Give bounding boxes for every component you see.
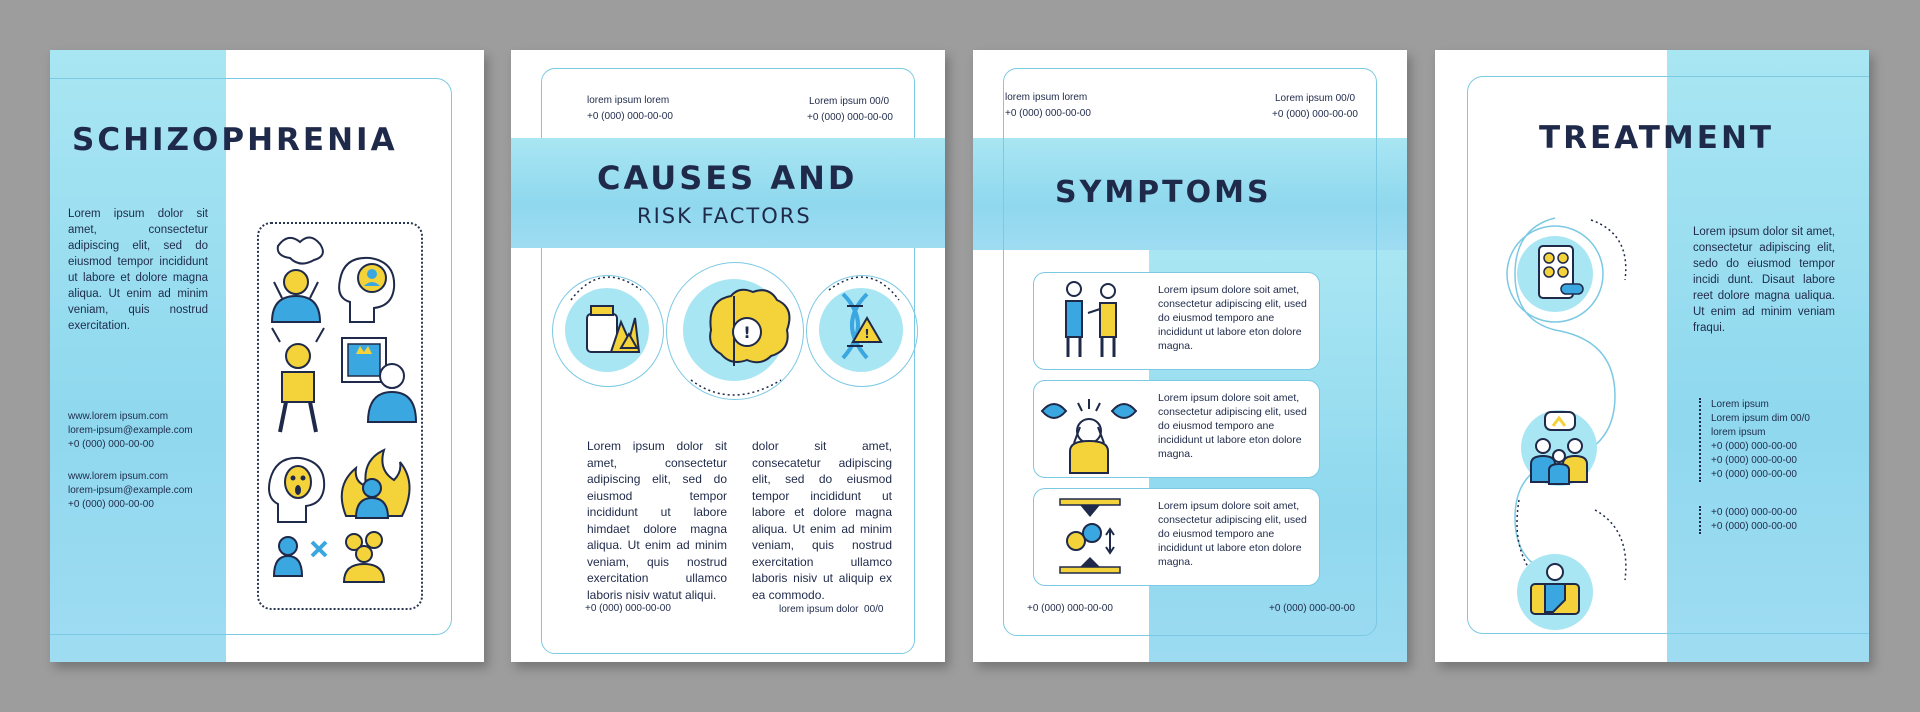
contact-block-2 <box>68 470 193 512</box>
cause-icons <box>511 250 945 410</box>
drugs-cannabis-warning-icon <box>587 306 639 352</box>
contact-line: +0 (000) 000-00-00 <box>1711 441 1797 452</box>
contact-web: www.lorem ipsum.com <box>68 411 169 422</box>
treatment-paragraph: Lorem ipsum dolor sit amet, consectetur adipiscing elit, sedo do eiusmod tempor incidi dunt. Disaut labore reet dolore magna ualiqua. Ut enim ad minim veniam fraqui. <box>1693 226 1835 334</box>
page-subtitle: RISK FACTORS <box>637 204 812 228</box>
symptom-text-1: Lorem ipsum dolore soit amet, consectetur adipiscing elit, used do eiusmod temporo ane incididunt ut labore eton dolore magna. <box>1158 284 1307 352</box>
footer-left: +0 (000) 000-00-00 <box>1027 603 1113 614</box>
svg-text:!: ! <box>743 323 751 342</box>
mood-scale-icon <box>1034 489 1146 585</box>
header-left-line-2: +0 (000) 000-00-00 <box>587 111 673 122</box>
brochure-page-treatment <box>1435 50 1869 662</box>
causes-column-1: Lorem ipsum dolor sit amet, consectetur adipiscing elit, sed do eiusmod tempor incididunt ut labore himdaet dolore magna aliqua. Ut enim ad minim veniam, quis nostrud exercitation ullamco laboris nisiv watut aliqui. <box>587 439 727 602</box>
watched-person-icon <box>1034 381 1146 477</box>
contact-line: Lorem ipsum <box>1711 399 1769 410</box>
screaming-person-icon <box>272 328 324 432</box>
contact-line: +0 (000) 000-00-00 <box>1711 507 1797 518</box>
intro-paragraph: Lorem ipsum dolor sit amet, consectetur adipiscing elit, sed do eiusmod tempor incididunt ut labore et dolore magna aliqua. Ut enim ad minim veniam, quis nostrud exercitation. <box>68 208 208 332</box>
treatment-icons <box>1495 200 1675 630</box>
brochure-page-symptoms <box>973 50 1407 662</box>
header-right-line-1: Lorem ipsum 00/0 <box>1275 93 1356 104</box>
symptom-item-3 <box>1033 488 1320 586</box>
contact-phone: +0 (000) 000-00-00 <box>68 439 154 450</box>
confused-person-icon <box>272 237 323 322</box>
contact-phone: +0 (000) 000-00-00 <box>68 499 154 510</box>
header-left-line-2: +0 (000) 000-00-00 <box>1005 108 1091 119</box>
symptom-item-1 <box>1033 272 1320 370</box>
dna-warning-icon <box>843 294 881 358</box>
contact-line: +0 (000) 000-00-00 <box>1711 521 1797 532</box>
contact-line: Lorem ipsum dim 00/0 <box>1711 413 1810 424</box>
footer-right: +0 (000) 000-00-00 <box>1269 603 1355 614</box>
page-title: CAUSES AND <box>597 159 858 197</box>
scared-face-head-icon <box>269 458 324 522</box>
footer-left: +0 (000) 000-00-00 <box>585 603 671 614</box>
person-in-fire-icon <box>342 450 410 518</box>
header-right-line-2: +0 (000) 000-00-00 <box>807 112 893 123</box>
mirror-reflection-icon <box>342 338 416 422</box>
people-talking-icon <box>1034 273 1146 369</box>
treatment-contacts-2 <box>1699 506 1841 534</box>
page-title: TREATMENT <box>1539 120 1775 156</box>
symptom-item-2 <box>1033 380 1320 478</box>
causes-column-2: dolor sit amet, consecatetur adipiscing elit, sed do eiusmod tempor incididunt ut labore et dolore magna aliqua. Ut enim ad minim veniam, quis nostrud exercitation ullamco laboris nisiv ut aliquip ex ea commodo. <box>752 439 892 602</box>
contact-line: +0 (000) 000-00-00 <box>1711 469 1797 480</box>
header-left-line-1: lorem ipsum lorem <box>587 95 670 106</box>
header-right-line-2: +0 (000) 000-00-00 <box>1272 109 1358 120</box>
isolation-group-icon <box>274 532 384 582</box>
brochure-page-schizophrenia <box>50 50 484 662</box>
contact-web: www.lorem ipsum.com <box>68 471 169 482</box>
head-profile-icon <box>339 258 394 322</box>
contact-line: +0 (000) 000-00-00 <box>1711 455 1797 466</box>
symptom-icons <box>258 226 418 606</box>
contact-block-1 <box>68 410 193 452</box>
header-right-line-1: Lorem ipsum 00/0 <box>809 96 890 107</box>
contact-email: lorem-ipsum@example.com <box>68 425 193 436</box>
symptom-text-2: Lorem ipsum dolore soit amet, consectetur adipiscing elit, used do eiusmod temporo ane incididunt ut labore eton dolore magna. <box>1158 392 1307 460</box>
symptom-text-3: Lorem ipsum dolore soit amet, consectetur adipiscing elit, used do eiusmod temporo ane incididunt ut labore eton dolore magna. <box>1158 500 1307 568</box>
header-left-line-1: lorem ipsum lorem <box>1005 92 1088 103</box>
treatment-contacts-1 <box>1699 398 1841 482</box>
footer-right: lorem ipsum dolor 00/0 <box>779 604 884 615</box>
svg-text:!: ! <box>864 327 870 341</box>
brain-warning-icon <box>710 290 789 366</box>
page-title: SCHIZOPHRENIA <box>72 122 398 158</box>
contact-line: lorem ipsum <box>1711 427 1766 438</box>
contact-email: lorem-ipsum@example.com <box>68 485 193 496</box>
brochure-page-causes <box>511 50 945 662</box>
page-title: SYMPTOMS <box>1055 175 1272 210</box>
